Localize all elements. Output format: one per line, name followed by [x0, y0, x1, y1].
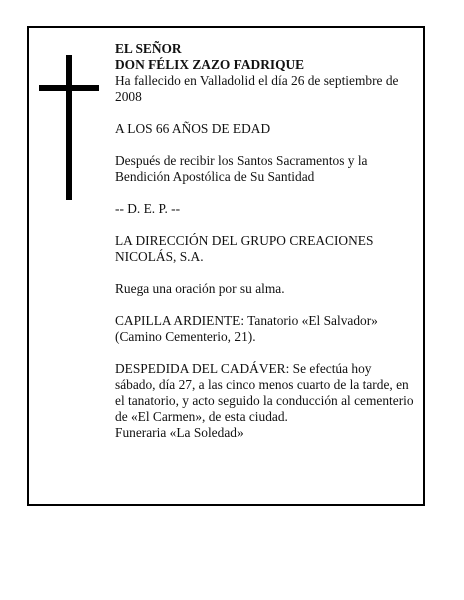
chapel-info: CAPILLA ARDIENTE: Tanatorio «El Salvador» (Camino Cementerio, 21).: [115, 313, 378, 344]
deceased-name: DON FÉLIX ZAZO FADRIQUE: [115, 57, 305, 72]
funeral-home: Funeraria «La Soledad»: [115, 425, 244, 440]
prayer-request: Ruega una oración por su alma.: [115, 281, 285, 296]
death-info: Ha fallecido en Valladolid el día 26 de septiembre de 2008: [115, 73, 399, 104]
cross-vertical-bar: [66, 55, 72, 200]
rip-text: -- D. E. P. --: [115, 201, 181, 216]
farewell-info: DESPEDIDA DEL CADÁVER: Se efectúa hoy sábado, día 27, a las cinco menos cuarto de la tarde, en el tanatorio, y acto seguido la conducción al cementerio de «El Carmen», de esta ciudad.: [115, 361, 414, 424]
notice-title: EL SEÑOR: [115, 41, 182, 56]
obituary-text: [115, 41, 415, 441]
age-at-death: A LOS 66 AÑOS DE EDAD: [115, 121, 271, 136]
cross-icon: [39, 55, 101, 200]
obituary-notice: [27, 26, 425, 506]
sacraments-text: Después de recibir los Santos Sacramentos y la Bendición Apostólica de Su Santidad: [115, 153, 368, 184]
cross-horizontal-bar: [39, 85, 99, 91]
mourners-text: LA DIRECCIÓN DEL GRUPO CREACIONES NICOLÁS, S.A.: [115, 233, 374, 264]
